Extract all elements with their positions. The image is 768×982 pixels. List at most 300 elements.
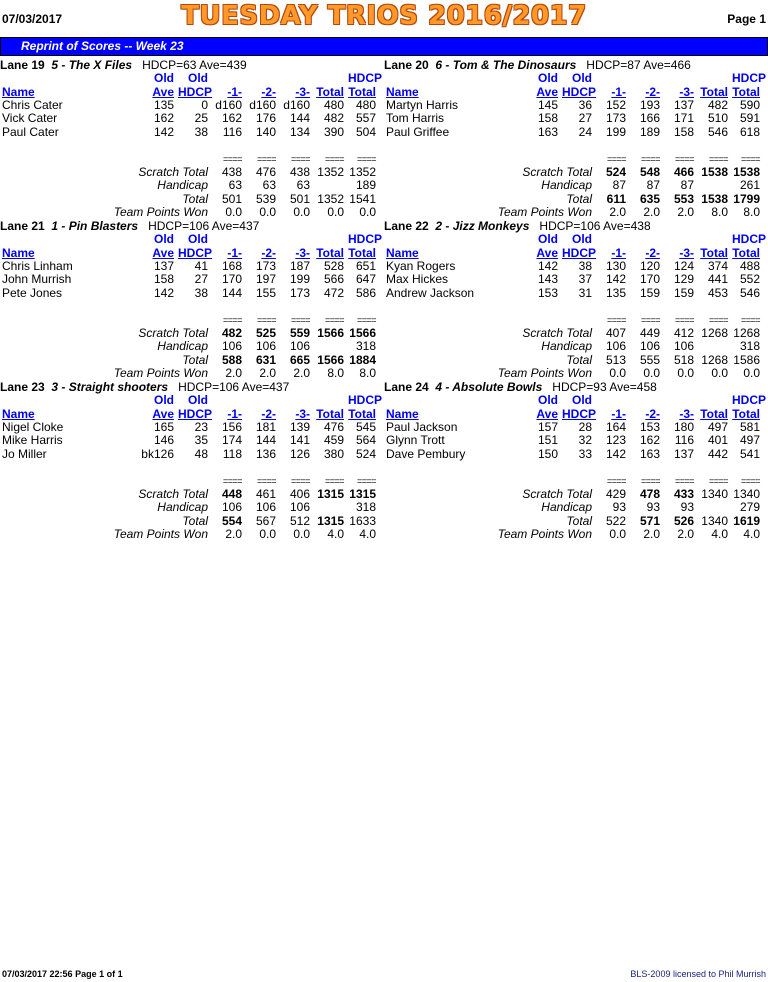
player-row: [384, 112, 762, 125]
player-total: 528: [323, 258, 344, 273]
player-row: [0, 260, 378, 273]
team-points-row-value: 4.0: [327, 527, 344, 542]
scratch-total-row-value: 466: [673, 164, 694, 179]
player-ave: 151: [537, 433, 558, 448]
team-points-row-value: 2.0: [677, 205, 694, 220]
player-g2: 193: [639, 97, 660, 112]
col-name: Name: [2, 406, 35, 421]
col-game-2: -2-: [645, 245, 660, 260]
scratch-total-row-value: 448: [221, 486, 242, 501]
player-total: 510: [707, 111, 728, 126]
col-hdcp-top: HDCP: [732, 232, 767, 247]
total-row-value: 1340: [701, 513, 728, 528]
col-hdcp: HDCP: [178, 84, 213, 99]
lane-block: [0, 219, 383, 381]
player-g1: 170: [221, 272, 242, 287]
player-name: Mike Harris: [2, 433, 63, 448]
player-hdcp: 38: [194, 124, 208, 139]
col-hdcp-top: HDCP: [732, 393, 767, 408]
team-name: 2 - Jizz Monkeys: [435, 219, 530, 233]
player-ave: 142: [153, 124, 174, 139]
scratch-total-row-value: 461: [255, 486, 276, 501]
team-points-row: [0, 528, 378, 541]
scratch-total-row-value: 407: [605, 325, 626, 340]
separator-row: [0, 313, 378, 326]
total-row-label: Total: [566, 191, 592, 206]
total-row-value: 539: [255, 191, 276, 206]
team-points-row-label: Team Points Won: [113, 366, 208, 381]
separator: ====: [324, 475, 344, 486]
separator: ====: [708, 314, 728, 325]
player-g2: 189: [639, 124, 660, 139]
player-name: Glynn Trott: [386, 433, 445, 448]
scratch-total-row-value: 524: [605, 164, 626, 179]
player-htotal: 524: [355, 446, 376, 461]
col-ave: Ave: [152, 245, 174, 260]
total-row: [384, 515, 762, 528]
player-htotal: 647: [355, 272, 376, 287]
col-total: Total: [700, 245, 728, 260]
team-points-row-value: 2.0: [225, 527, 242, 542]
separator: ====: [640, 153, 660, 164]
player-name: Chris Cater: [2, 97, 63, 112]
score-table: [384, 232, 767, 381]
col-game-3: -3-: [679, 245, 694, 260]
team-points-row: [384, 206, 762, 219]
separator: ====: [606, 475, 626, 486]
player-name: Vick Cater: [2, 111, 58, 126]
total-row-value: 1633: [349, 513, 376, 528]
col-game-1: -1-: [611, 245, 626, 260]
separator: ====: [222, 314, 242, 325]
player-g2: 170: [639, 272, 660, 287]
team-points-row-value: 2.0: [643, 205, 660, 220]
scratch-total-row-value: 412: [673, 325, 694, 340]
col-game-1: -1-: [227, 84, 242, 99]
player-ave: 137: [153, 258, 174, 273]
separator-row: [0, 474, 378, 487]
handicap-row-value: 63: [296, 178, 310, 193]
total-row-value: 665: [289, 352, 310, 367]
player-g1: 142: [605, 272, 626, 287]
lane-block: [384, 380, 767, 542]
col-name: Name: [386, 406, 419, 421]
scratch-total-row-value: 406: [289, 486, 310, 501]
handicap-row-value: 63: [228, 178, 242, 193]
player-name: Chris Linham: [2, 258, 73, 273]
player-total: 374: [707, 258, 728, 273]
team-points-row-value: 4.0: [711, 527, 728, 542]
player-name: Dave Pembury: [386, 446, 466, 461]
player-hdcp: 27: [194, 272, 208, 287]
total-row: [0, 354, 378, 367]
header-row: [384, 407, 762, 420]
player-total: 459: [323, 433, 344, 448]
player-htotal: 480: [355, 97, 376, 112]
report-banner: [0, 37, 768, 56]
score-table: [0, 232, 383, 381]
team-points-row-value: 0.0: [293, 527, 310, 542]
total-row: [384, 193, 762, 206]
player-g2: 176: [255, 111, 276, 126]
team-handicap-average: HDCP=106 Ave=437: [148, 219, 260, 233]
player-total: 453: [707, 285, 728, 300]
handicap-row-value: [312, 179, 346, 192]
player-hdcp: 27: [578, 111, 592, 126]
scratch-total-row: [0, 166, 378, 179]
total-row-value: 1566: [317, 352, 344, 367]
player-name: Pete Jones: [2, 285, 63, 300]
player-g2: 136: [255, 446, 276, 461]
player-ave: 158: [537, 111, 558, 126]
scratch-total-row-value: 449: [639, 325, 660, 340]
player-g1: 116: [222, 124, 242, 139]
scratch-total-row-label: Scratch Total: [138, 164, 208, 179]
scratch-total-row-value: 1315: [349, 486, 376, 501]
col-game-3: -3-: [295, 406, 310, 421]
handicap-row-value: 106: [221, 339, 242, 354]
player-row: [0, 287, 378, 300]
separator-row: [384, 313, 762, 326]
player-g3: 171: [673, 111, 694, 126]
total-row-value: 567: [255, 513, 276, 528]
player-row: [384, 448, 762, 461]
total-row-value: 631: [255, 352, 276, 367]
team-points-row-label: Team Points Won: [497, 205, 592, 220]
separator: ====: [256, 314, 276, 325]
player-hdcp: 24: [578, 124, 592, 139]
player-g3: 187: [289, 258, 310, 273]
player-g1: d160: [215, 97, 242, 112]
total-row-value: 501: [289, 191, 310, 206]
total-row-value: 1619: [733, 513, 760, 528]
team-points-row-value: 0.0: [359, 205, 376, 220]
col-ave: Ave: [152, 84, 174, 99]
player-htotal: 546: [739, 285, 760, 300]
separator: ====: [290, 153, 310, 164]
player-ave: bk126: [141, 446, 174, 461]
player-row: [0, 112, 378, 125]
player-g3: 199: [289, 272, 310, 287]
player-hdcp: 41: [194, 258, 208, 273]
lane-number: Lane 19: [0, 58, 45, 72]
scratch-total-row-value: 1315: [317, 486, 344, 501]
player-htotal: 618: [739, 124, 760, 139]
handicap-row-value: 279: [739, 500, 760, 515]
team-points-row-value: 4.0: [743, 527, 760, 542]
handicap-row-value: 106: [639, 339, 660, 354]
player-htotal: 488: [739, 258, 760, 273]
team-points-row-value: 0.0: [259, 205, 276, 220]
scratch-total-row-value: 438: [289, 164, 310, 179]
player-row: [384, 273, 762, 286]
handicap-row-value: 318: [739, 339, 760, 354]
player-hdcp: 48: [194, 446, 208, 461]
scratch-total-row-label: Scratch Total: [522, 325, 592, 340]
team-points-row-label: Team Points Won: [113, 205, 208, 220]
total-row-value: 1884: [349, 352, 376, 367]
player-g1: 142: [605, 446, 626, 461]
handicap-row: [0, 340, 378, 353]
team-handicap-average: HDCP=106 Ave=437: [178, 380, 290, 394]
player-ave: 165: [153, 419, 174, 434]
total-row-value: 512: [289, 513, 310, 528]
handicap-row-value: 106: [255, 500, 276, 515]
footer-license: BLS-2009 licensed to Phil Murrish: [630, 969, 766, 979]
player-name: Paul Jackson: [386, 419, 458, 434]
player-row: [384, 421, 762, 434]
team-name: 6 - Tom & The Dinosaurs: [435, 58, 577, 72]
header-row-top: [0, 72, 378, 85]
lane-number: Lane 23: [0, 380, 45, 394]
handicap-row: [384, 179, 762, 192]
team-points-row-value: 2.0: [677, 527, 694, 542]
lane-number: Lane 20: [384, 58, 429, 72]
player-htotal: 557: [355, 111, 376, 126]
handicap-row-value: 261: [739, 178, 760, 193]
team-points-row-value: 0.0: [643, 366, 660, 381]
player-g2: 140: [255, 124, 276, 139]
handicap-row-label: Handicap: [157, 339, 208, 354]
col-game-2: -2-: [261, 406, 276, 421]
col-hdcp-total: Total: [732, 406, 760, 421]
handicap-row-value: 106: [289, 500, 310, 515]
col-hdcp-total: Total: [348, 245, 376, 260]
player-g3: 116: [674, 433, 694, 448]
header-row-top: [0, 394, 378, 407]
col-ave: Ave: [152, 406, 174, 421]
player-g2: d160: [249, 97, 276, 112]
player-hdcp: 37: [578, 272, 592, 287]
header-row-top: [0, 233, 378, 246]
player-g3: 159: [673, 285, 694, 300]
separator-row: [384, 152, 762, 165]
col-game-2: -2-: [645, 406, 660, 421]
player-g3: 139: [289, 419, 310, 434]
team-points-row-value: 0.0: [711, 366, 728, 381]
player-row: [0, 448, 378, 461]
handicap-row-value: 318: [355, 500, 376, 515]
player-htotal: 564: [355, 433, 376, 448]
team-points-row-value: 0.0: [609, 366, 626, 381]
handicap-row-value: [696, 179, 730, 192]
header-row: [0, 407, 378, 420]
player-row: [384, 260, 762, 273]
scratch-total-row: [0, 327, 378, 340]
team-points-row-value: 8.0: [327, 366, 344, 381]
player-htotal: 552: [739, 272, 760, 287]
scratch-total-row-value: 1352: [317, 164, 344, 179]
player-ave: 142: [537, 258, 558, 273]
separator: ====: [640, 314, 660, 325]
handicap-row-value: 106: [221, 500, 242, 515]
separator: ====: [606, 314, 626, 325]
scratch-total-row: [384, 488, 762, 501]
separator: ====: [290, 475, 310, 486]
handicap-row-value: 106: [605, 339, 626, 354]
player-g3: 173: [289, 285, 310, 300]
team-points-row-value: 0.0: [293, 205, 310, 220]
team-points-row-value: 2.0: [293, 366, 310, 381]
player-htotal: 581: [739, 419, 760, 434]
player-g2: 181: [255, 419, 276, 434]
scratch-total-row-label: Scratch Total: [138, 486, 208, 501]
handicap-row: [0, 501, 378, 514]
team-points-row: [0, 206, 378, 219]
col-game-3: -3-: [295, 84, 310, 99]
header-row: [0, 246, 378, 259]
player-htotal: 504: [355, 124, 376, 139]
col-game-1: -1-: [611, 84, 626, 99]
banner-text: Reprint of Scores -- Week 23: [21, 39, 184, 53]
lane-number: Lane 21: [0, 219, 45, 233]
col-hdcp: HDCP: [562, 406, 597, 421]
player-ave: 146: [153, 433, 174, 448]
col-hdcp: HDCP: [178, 245, 213, 260]
player-total: 480: [323, 97, 344, 112]
player-row: [0, 421, 378, 434]
player-total: 476: [323, 419, 344, 434]
handicap-row-label: Handicap: [541, 500, 592, 515]
handicap-row-value: [312, 501, 346, 514]
player-row: [384, 434, 762, 447]
player-ave: 145: [537, 97, 558, 112]
separator: ====: [222, 475, 242, 486]
scratch-total-row-value: 1352: [349, 164, 376, 179]
col-total: Total: [700, 84, 728, 99]
team-points-row-value: 2.0: [643, 527, 660, 542]
col-game-1: -1-: [227, 245, 242, 260]
lane-number: Lane 24: [384, 380, 429, 394]
team-points-row-label: Team Points Won: [497, 366, 592, 381]
lane-block: [0, 380, 383, 542]
scratch-total-row-value: 433: [673, 486, 694, 501]
footer-timestamp: 07/03/2017 22:56 Page 1 of 1: [2, 969, 123, 979]
player-total: 497: [707, 419, 728, 434]
col-hdcp-total: Total: [732, 245, 760, 260]
handicap-row-value: 93: [680, 500, 694, 515]
lane-title: [384, 380, 762, 394]
scratch-total-row-label: Scratch Total: [522, 486, 592, 501]
header-row: [0, 85, 378, 98]
separator: ====: [256, 153, 276, 164]
col-hdcp-top: HDCP: [348, 232, 383, 247]
player-row: [0, 273, 378, 286]
handicap-row-value: 106: [673, 339, 694, 354]
handicap-row-value: 87: [612, 178, 626, 193]
team-points-row-value: 0.0: [327, 205, 344, 220]
player-g3: 180: [673, 419, 694, 434]
player-g3: 124: [673, 258, 694, 273]
col-old-ave: Old: [154, 71, 174, 86]
player-htotal: 590: [739, 97, 760, 112]
player-g3: 137: [673, 97, 694, 112]
col-total: Total: [700, 406, 728, 421]
col-game-3: -3-: [679, 406, 694, 421]
team-points-row-value: 0.0: [609, 527, 626, 542]
col-hdcp: HDCP: [178, 406, 213, 421]
player-htotal: 545: [355, 419, 376, 434]
player-row: [384, 126, 762, 139]
player-g2: 173: [255, 258, 276, 273]
player-row: [0, 99, 378, 112]
player-name: Kyan Rogers: [386, 258, 456, 273]
handicap-row-value: [696, 501, 730, 514]
player-htotal: 586: [355, 285, 376, 300]
handicap-row-label: Handicap: [157, 500, 208, 515]
player-ave: 150: [537, 446, 558, 461]
total-row-value: 518: [673, 352, 694, 367]
report-title: TUESDAY TRIOS 2016/2017: [181, 1, 587, 31]
report-date: 07/03/2017: [2, 12, 63, 26]
team-handicap-average: HDCP=93 Ave=458: [552, 380, 657, 394]
player-g1: 162: [221, 111, 242, 126]
scratch-total-row-value: 1566: [349, 325, 376, 340]
player-name: Jo Miller: [2, 446, 47, 461]
total-row-value: 501: [221, 191, 242, 206]
team-points-row-label: Team Points Won: [497, 527, 592, 542]
team-name: 5 - The X Files: [51, 58, 133, 72]
scratch-total-row: [384, 327, 762, 340]
col-old-ave: Old: [538, 71, 558, 86]
player-g3: d160: [283, 97, 310, 112]
team-points-row-label: Team Points Won: [113, 527, 208, 542]
player-htotal: 541: [739, 446, 760, 461]
player-hdcp: 23: [194, 419, 208, 434]
total-row-value: 1538: [701, 191, 728, 206]
player-hdcp: 33: [578, 446, 592, 461]
lane-block: [384, 58, 767, 220]
team-points-row-value: 0.0: [743, 366, 760, 381]
total-row-value: 635: [639, 191, 660, 206]
total-row: [0, 193, 378, 206]
scratch-total-row-value: 1538: [701, 164, 728, 179]
total-row-value: 513: [605, 352, 626, 367]
lane-title: [384, 58, 762, 72]
player-ave: 158: [153, 272, 174, 287]
player-hdcp: 28: [578, 419, 592, 434]
lane-title: [384, 219, 762, 233]
separator: ====: [740, 475, 760, 486]
separator: ====: [222, 153, 242, 164]
separator: ====: [290, 314, 310, 325]
player-g3: 126: [289, 446, 310, 461]
player-row: [384, 287, 762, 300]
player-name: Paul Cater: [2, 124, 59, 139]
col-name: Name: [2, 84, 35, 99]
col-hdcp-top: HDCP: [348, 393, 383, 408]
handicap-row-value: [312, 340, 346, 353]
team-handicap-average: HDCP=87 Ave=466: [586, 58, 691, 72]
separator: ====: [356, 475, 376, 486]
lane-title: [0, 380, 378, 394]
col-hdcp: HDCP: [562, 84, 597, 99]
separator: ====: [740, 314, 760, 325]
player-g3: 134: [289, 124, 310, 139]
scratch-total-row-value: 1538: [733, 164, 760, 179]
player-row: [0, 434, 378, 447]
scratch-total-row-value: 1566: [317, 325, 344, 340]
player-ave: 135: [153, 97, 174, 112]
page-number: Page 1: [727, 12, 766, 26]
player-total: 401: [707, 433, 728, 448]
col-old-ave: Old: [154, 232, 174, 247]
player-ave: 143: [537, 272, 558, 287]
player-g1: 164: [605, 419, 626, 434]
col-ave: Ave: [536, 245, 558, 260]
player-g1: 173: [605, 111, 626, 126]
header-row-top: [384, 72, 762, 85]
